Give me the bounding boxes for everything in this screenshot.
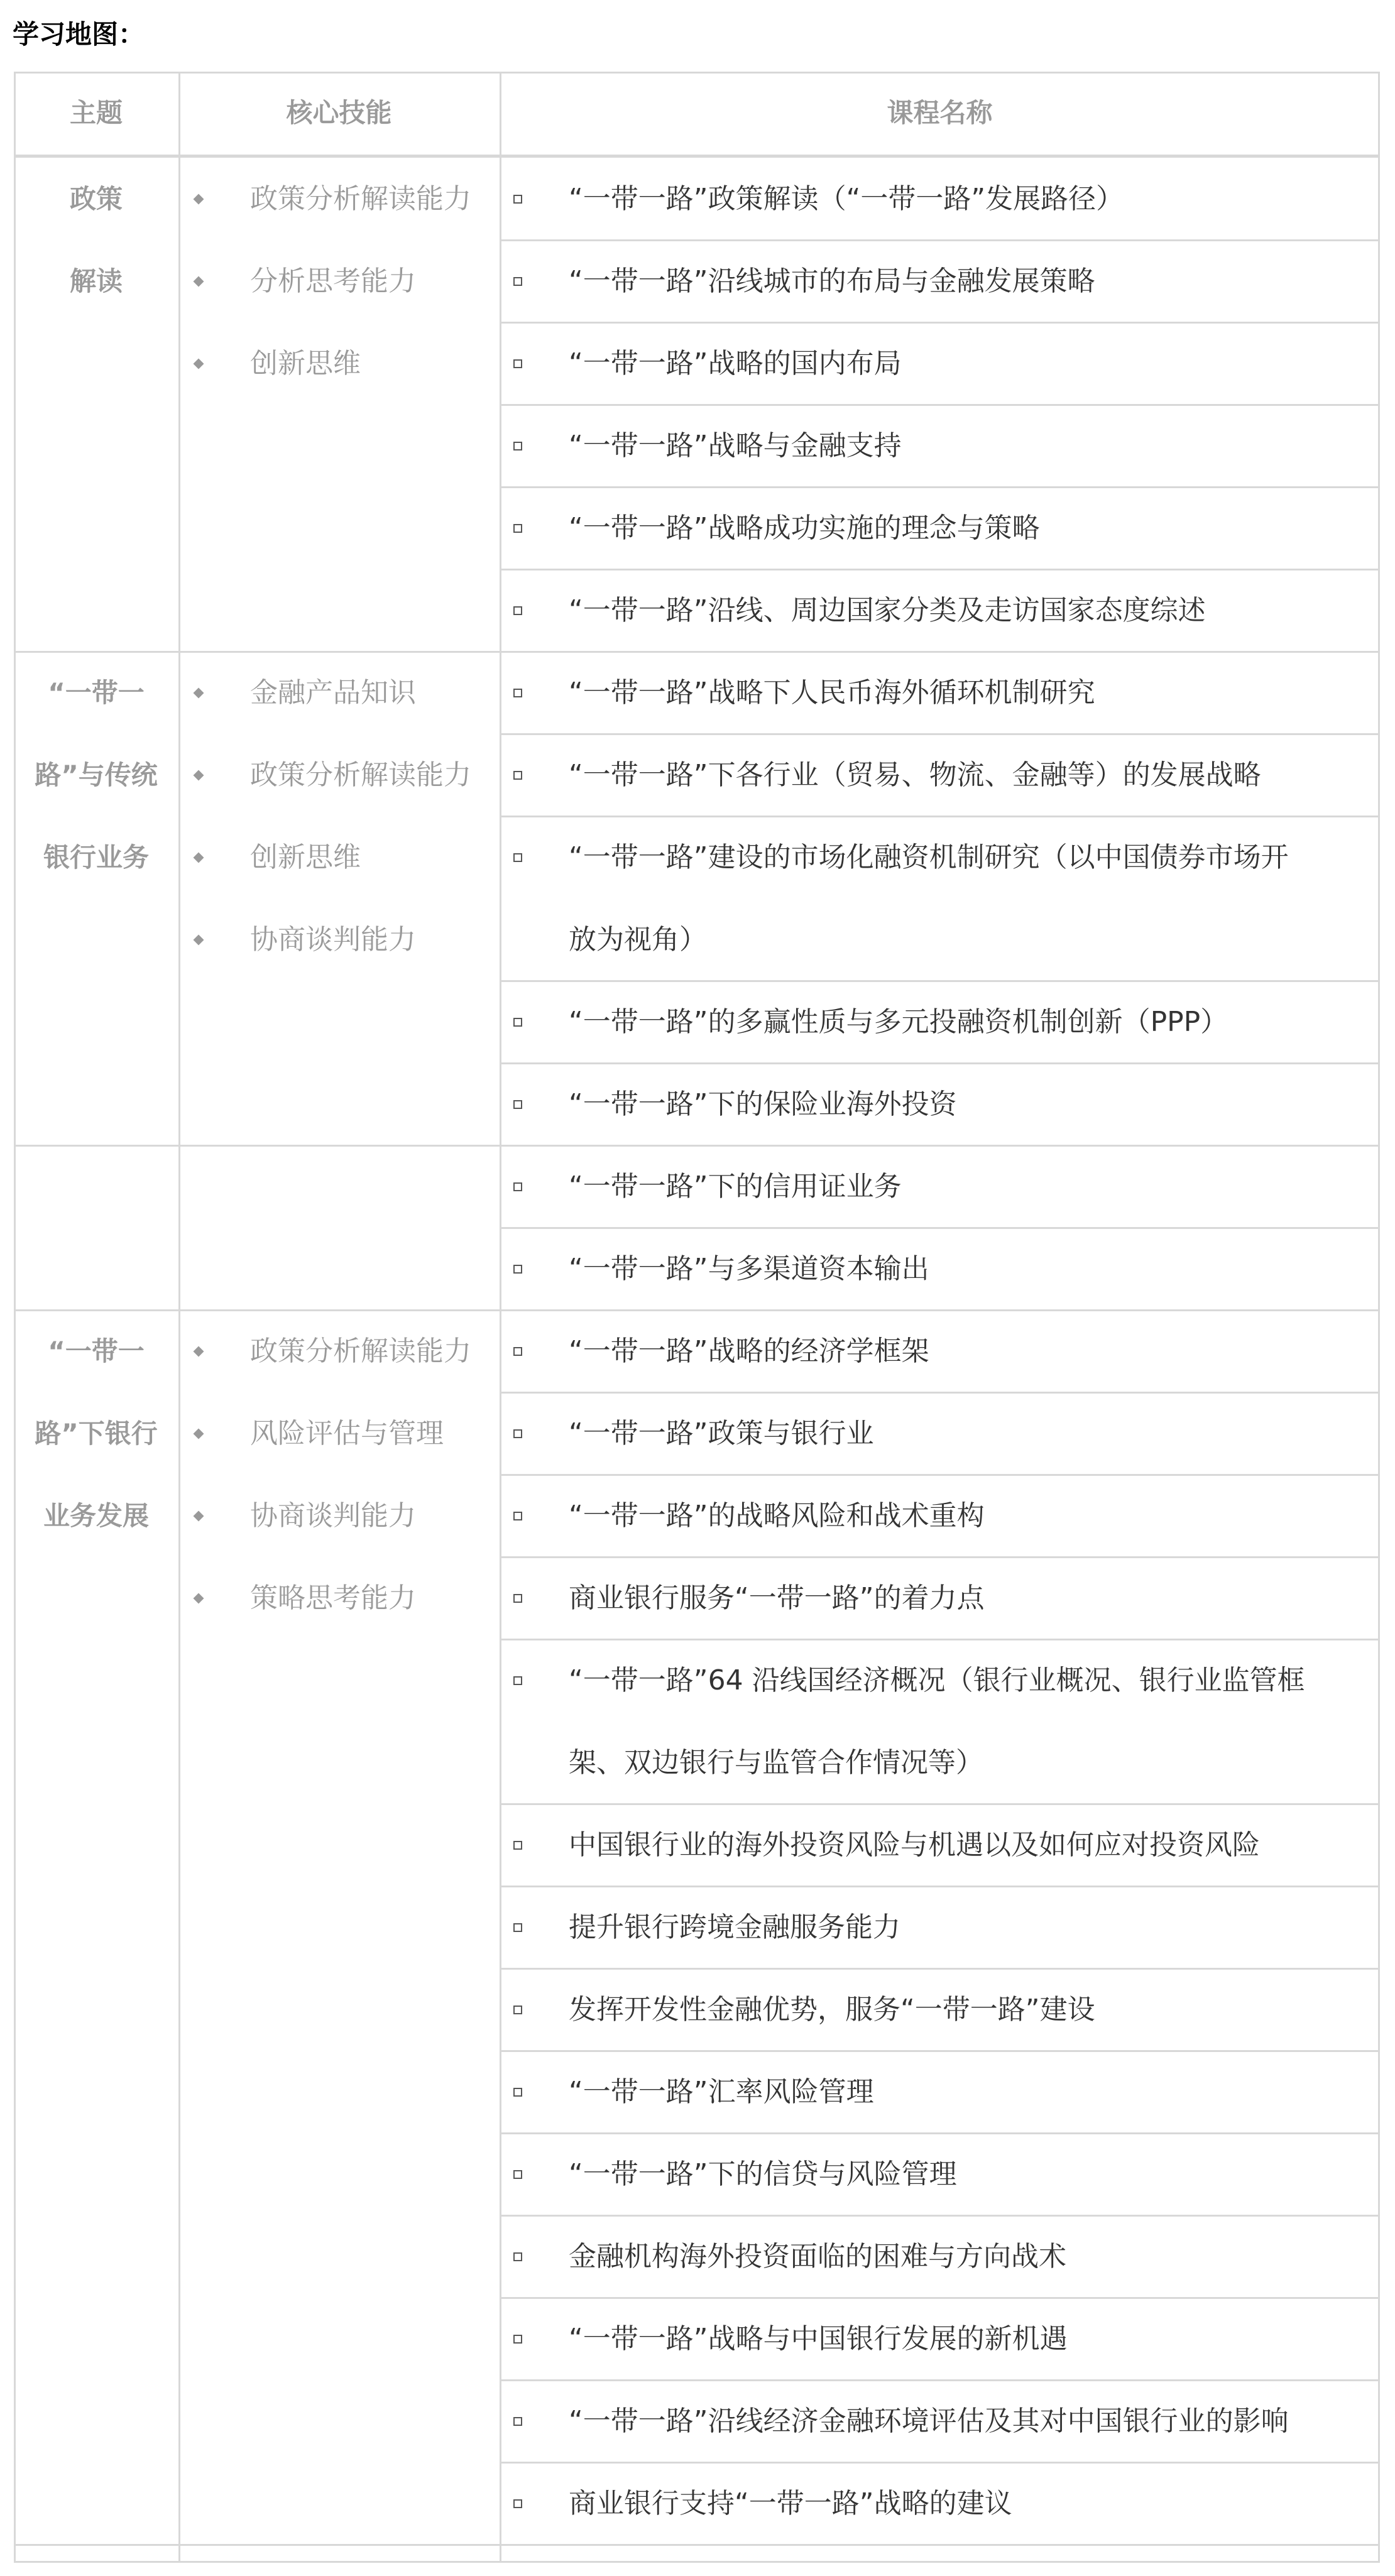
theme-line: “一带一 <box>48 1336 145 1367</box>
diamond-bullet-icon <box>194 1429 204 1439</box>
course-row <box>500 2380 1378 2462</box>
course-row <box>500 569 1378 652</box>
course-row <box>500 322 1378 405</box>
theme-line: “一带一 <box>48 677 145 708</box>
course-name: “一带一路”下的信用证业务 <box>569 1171 902 1203</box>
course-name: 中国银行业的海外投资风险与机遇以及如何应对投资风险 <box>569 1829 1260 1861</box>
course-row <box>500 652 1378 734</box>
course-row <box>500 2133 1378 2215</box>
course-name: 提升银行跨境金融服务能力 <box>569 1911 900 1943</box>
diamond-bullet-icon <box>194 359 204 369</box>
skill-label: 协商谈判能力 <box>250 924 416 956</box>
square-bullet-icon <box>513 2252 522 2261</box>
course-name: “一带一路”的多赢性质与多元投融资机制创新（PPP） <box>569 1006 1228 1038</box>
square-bullet-icon <box>513 2006 522 2014</box>
diamond-bullet-icon <box>194 935 204 946</box>
diamond-bullet-icon <box>194 1593 204 1604</box>
course-row <box>500 1639 1378 1804</box>
course-name: “一带一路”下的保险业海外投资 <box>569 1088 957 1120</box>
course-name: “一带一路”沿线经济金融环境评估及其对中国银行业的影响 <box>569 2405 1289 2437</box>
course-name: “一带一路”战略下人民币海外循环机制研究 <box>569 677 1095 709</box>
diamond-bullet-icon <box>194 194 204 205</box>
course-name: “一带一路”下的信贷与风险管理 <box>569 2158 957 2190</box>
course-name: “一带一路”汇率风险管理 <box>569 2076 874 2108</box>
course-row <box>500 240 1378 322</box>
theme-line: 解读 <box>69 266 123 297</box>
square-bullet-icon <box>513 277 522 286</box>
square-bullet-icon <box>513 689 522 697</box>
square-bullet-icon <box>513 1594 522 1603</box>
column-divider-theme <box>178 72 180 2563</box>
square-bullet-icon <box>513 2499 522 2508</box>
course-row <box>500 1557 1378 1639</box>
course-row <box>500 405 1378 487</box>
page-title: 学习地图： <box>13 19 145 50</box>
course-name: “一带一路”战略与中国银行发展的新机遇 <box>569 2323 1068 2355</box>
table-right-border <box>1378 72 1380 2563</box>
course-name: 金融机构海外投资面临的困难与方向战术 <box>569 2240 1066 2273</box>
course-row <box>500 981 1378 1063</box>
theme-line: 政策 <box>69 183 123 214</box>
course-row <box>500 734 1378 816</box>
course-name: “一带一路”战略的国内布局 <box>569 347 902 379</box>
theme-line: 银行业务 <box>43 842 149 873</box>
header-courses: 课程名称 <box>887 97 993 128</box>
course-row <box>500 1968 1378 2051</box>
square-bullet-icon <box>513 1923 522 1932</box>
square-bullet-icon <box>513 1100 522 1109</box>
square-bullet-icon <box>513 195 522 204</box>
course-name: “一带一路”战略成功实施的理念与策略 <box>569 512 1040 544</box>
square-bullet-icon <box>513 1512 522 1520</box>
square-bullet-icon <box>513 1841 522 1850</box>
course-row <box>500 1886 1378 1968</box>
skill-label: 政策分析解读能力 <box>250 1335 471 1367</box>
header-theme: 主题 <box>69 97 123 128</box>
table-header-row <box>14 72 1380 155</box>
course-row <box>500 2462 1378 2545</box>
course-name: “一带一路”战略的经济学框架 <box>569 1335 929 1367</box>
square-bullet-icon <box>513 606 522 615</box>
diamond-bullet-icon <box>194 770 204 781</box>
section-divider <box>14 2544 501 2546</box>
square-bullet-icon <box>513 442 522 450</box>
course-row <box>500 1804 1378 1886</box>
course-row <box>500 816 1378 981</box>
skill-label: 创新思维 <box>250 347 361 379</box>
course-row <box>500 2215 1378 2298</box>
square-bullet-icon <box>513 771 522 780</box>
course-name: “一带一路”政策解读（“一带一路”发展路径） <box>569 183 1124 215</box>
course-row <box>500 1145 1378 1228</box>
header-skills: 核心技能 <box>286 97 392 128</box>
square-bullet-icon <box>513 1429 522 1438</box>
skill-label: 创新思维 <box>250 841 361 873</box>
square-bullet-icon <box>513 2417 522 2426</box>
diamond-bullet-icon <box>194 1346 204 1357</box>
course-name: “一带一路”64 沿线国经济概况（银行业概况、银行业监管框 架、双边银行与监管合作情况等） <box>569 1664 1305 1779</box>
course-row <box>500 1310 1378 1392</box>
course-name: “一带一路”战略与金融支持 <box>569 430 902 462</box>
skill-label: 协商谈判能力 <box>250 1500 416 1532</box>
course-name: “一带一路”沿线城市的布局与金融发展策略 <box>569 265 1095 297</box>
course-row <box>500 1475 1378 1557</box>
skill-label: 政策分析解读能力 <box>250 759 471 791</box>
square-bullet-icon <box>513 2335 522 2344</box>
theme-line: 路”下银行 <box>35 1418 158 1449</box>
course-row <box>500 1063 1378 1145</box>
skill-label: 风险评估与管理 <box>250 1417 444 1449</box>
course-name: 商业银行服务“一带一路”的着力点 <box>569 1582 985 1614</box>
table-bottom-border <box>14 2561 1380 2563</box>
square-bullet-icon <box>513 1018 522 1027</box>
theme-cell <box>14 1310 178 1557</box>
course-name: 商业银行支持“一带一路”战略的建议 <box>569 2487 1012 2519</box>
course-row <box>500 1392 1378 1475</box>
skill-label: 策略思考能力 <box>250 1582 416 1614</box>
course-row <box>500 158 1378 240</box>
course-row <box>500 2051 1378 2133</box>
square-bullet-icon <box>513 1182 522 1191</box>
course-row-divider <box>500 2544 1380 2546</box>
square-bullet-icon <box>513 1265 522 1274</box>
square-bullet-icon <box>513 524 522 533</box>
course-name: “一带一路”沿线、周边国家分类及走访国家态度综述 <box>569 594 1206 626</box>
course-row <box>500 1228 1378 1310</box>
course-name: “一带一路”建设的市场化融资机制研究（以中国债券市场开 放为视角） <box>569 841 1289 956</box>
course-row <box>500 487 1378 569</box>
course-name: “一带一路”的战略风险和战术重构 <box>569 1500 985 1532</box>
course-row <box>500 2298 1378 2380</box>
course-name: “一带一路”与多渠道资本输出 <box>569 1253 929 1285</box>
square-bullet-icon <box>513 2170 522 2179</box>
theme-line: 路”与传统 <box>35 760 158 790</box>
square-bullet-icon <box>513 1676 522 1685</box>
diamond-bullet-icon <box>194 276 204 287</box>
diamond-bullet-icon <box>194 853 204 863</box>
skill-label: 金融产品知识 <box>250 677 416 709</box>
section-divider <box>14 1145 501 1147</box>
square-bullet-icon <box>513 2088 522 2097</box>
square-bullet-icon <box>513 1347 522 1356</box>
skill-label: 政策分析解读能力 <box>250 183 471 215</box>
skill-label: 分析思考能力 <box>250 265 416 297</box>
theme-cell <box>14 158 178 322</box>
course-name: 发挥开发性金融优势，服务“一带一路”建设 <box>569 1994 1095 2026</box>
course-name: “一带一路”政策与银行业 <box>569 1417 874 1449</box>
diamond-bullet-icon <box>194 688 204 699</box>
theme-line: 业务发展 <box>43 1500 149 1531</box>
square-bullet-icon <box>513 853 522 862</box>
diamond-bullet-icon <box>194 1511 204 1522</box>
square-bullet-icon <box>513 359 522 368</box>
course-name: “一带一路”下各行业（贸易、物流、金融等）的发展战略 <box>569 759 1261 791</box>
theme-cell <box>14 652 178 898</box>
